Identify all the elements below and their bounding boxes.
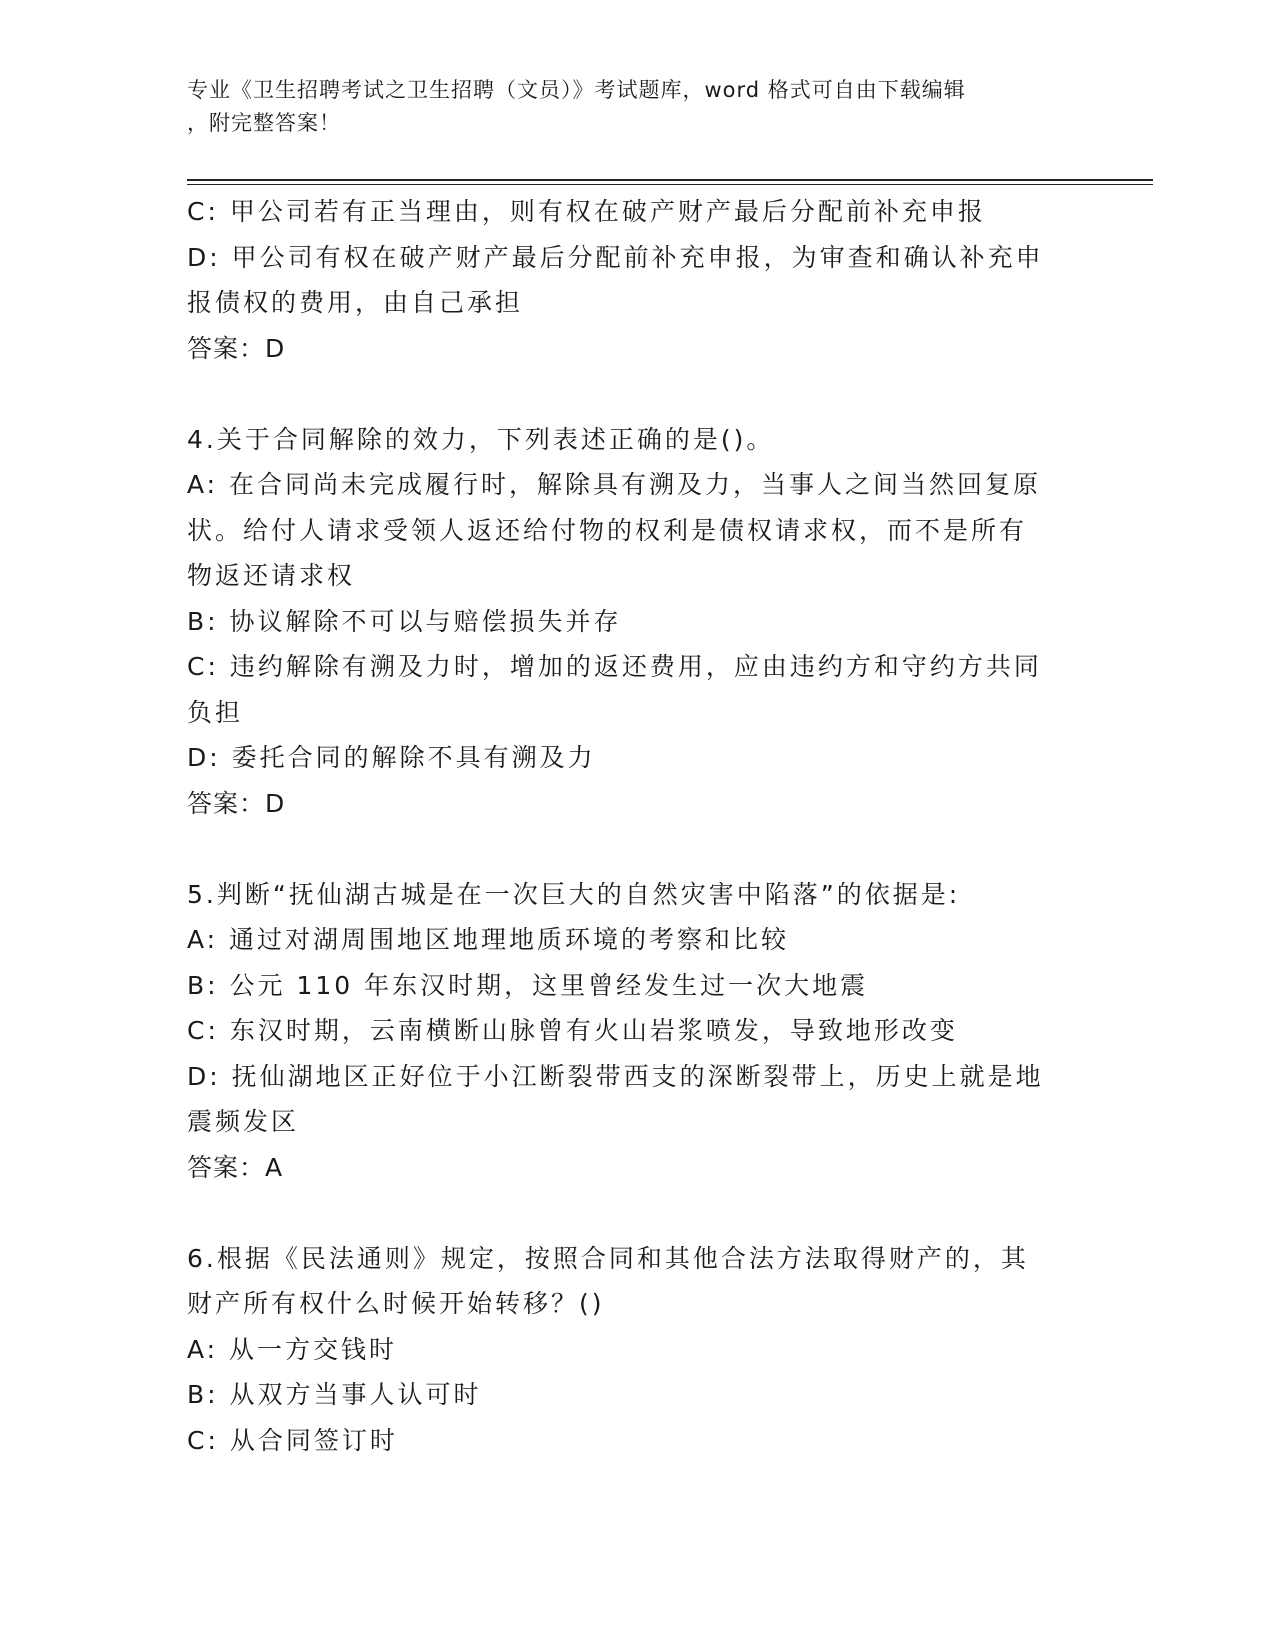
question-text: 5.判断“抚仙湖古城是在一次巨大的自然灾害中陷落”的依据是: [187,879,961,909]
answer: 答案：D [187,333,286,363]
option-a-line-2: 状。给付人请求受领人返还给付物的权利是债权请求权，而不是所有 [187,515,1028,545]
question-3-tail [187,189,1077,371]
option-c: C: 东汉时期，云南横断山脉曾有火山岩浆喷发，导致地形改变 [187,1016,958,1045]
option-a: A: 通过对湖周围地区地理地质环境的考察和比较 [187,925,790,954]
document-header [187,74,1067,140]
option-b: B: 公元 110 年东汉时期，这里曾经发生过一次大地震 [187,970,869,1000]
header-line-2: ，附完整答案！ [187,111,341,135]
option-c-line-2: 负担 [187,697,244,727]
question-5 [187,872,1077,1191]
spacer [187,371,1077,417]
spacer [187,1190,1077,1236]
option-c-line-1: C: 违约解除有溯及力时，增加的返还费用，应由违约方和守约方共同 [187,652,1042,681]
answer: 答案：A [187,1152,284,1182]
option-d-line-1: D: 抚仙湖地区正好位于小江断裂带西支的深断裂带上，历史上就是地 [187,1061,1044,1091]
option-c: C: 从合同签订时 [187,1425,398,1455]
option-b: B: 从双方当事人认可时 [187,1380,482,1409]
option-c: C: 甲公司若有正当理由，则有权在破产财产最后分配前补充申报 [187,197,986,226]
option-d-line-1: D: 甲公司有权在破产财产最后分配前补充申报，为审查和确认补充申 [187,242,1044,272]
header-divider-thin [187,184,1153,185]
answer: 答案：D [187,788,286,818]
option-a-line-3: 物返还请求权 [187,561,356,590]
spacer [187,826,1077,872]
question-text: 4.关于合同解除的效力，下列表述正确的是()。 [187,424,775,454]
option-d-line-2: 报债权的费用，由自己承担 [187,288,524,317]
option-a-line-1: A: 在合同尚未完成履行时，解除具有溯及力，当事人之间当然回复原 [187,470,1042,499]
question-text-line-1: 6.根据《民法通则》规定，按照合同和其他合法方法取得财产的，其 [187,1243,1029,1273]
header-line-1: 专业《卫生招聘考试之卫生招聘（文员）》考试题库，word 格式可自由下载编辑 [187,78,966,102]
question-4 [187,417,1077,827]
option-b: B: 协议解除不可以与赔偿损失并存 [187,606,622,636]
option-d-line-2: 震频发区 [187,1107,300,1136]
question-text-line-2: 财产所有权什么时候开始转移？() [187,1289,605,1318]
exam-content [187,189,1077,1463]
question-6 [187,1236,1077,1464]
header-divider-thick [187,179,1153,181]
option-a: A: 从一方交钱时 [187,1334,398,1364]
option-d: D: 委托合同的解除不具有溯及力 [187,743,596,772]
